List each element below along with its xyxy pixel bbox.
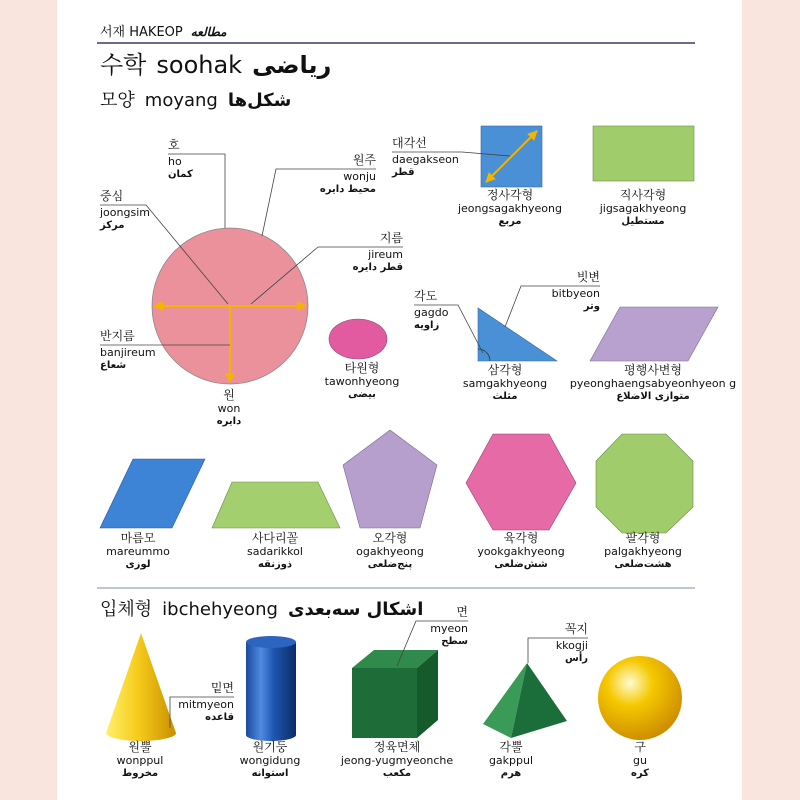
caption-cone-persian: مخروط — [121, 768, 159, 779]
label-hypotenuse-romanization: bitbyeon — [551, 287, 600, 300]
caption-pyramid-persian: هرم — [500, 768, 522, 779]
hexagon-shape — [466, 434, 576, 530]
label-diagonal-romanization: daegakseon — [392, 153, 459, 166]
label-diagonal-persian: قطر — [392, 167, 415, 178]
caption-hexagon-romanization: yookgakhyeong — [477, 545, 565, 558]
cylinder-solid — [246, 642, 296, 741]
rhombus-shape — [100, 459, 205, 528]
label-angle — [414, 289, 448, 332]
section-title-solids — [100, 598, 433, 622]
label-radius — [100, 329, 156, 372]
label-face-romanization: myeon — [430, 622, 468, 635]
caption-pyramid-romanization: gakppul — [488, 754, 534, 767]
caption-pyramid-korean: 각뿔 — [499, 740, 523, 754]
caption-cone-korean: 원뿔 — [128, 740, 152, 754]
caption-square-persian: مربع — [498, 216, 522, 227]
label-arc-romanization: ho — [168, 155, 182, 168]
caption-hexagon-korean: 육각형 — [503, 531, 539, 545]
caption-rhombus-korean: 마름모 — [120, 531, 156, 545]
label-apex-korean: 꼭지 — [564, 622, 588, 636]
caption-triangle-persian: مثلث — [492, 391, 518, 402]
caption-octagon-korean: 팔각형 — [625, 531, 661, 545]
label-apex-persian: رأس — [565, 653, 588, 664]
caption-circle-persian: دایره — [216, 416, 242, 427]
caption-trapezoid-persian: ذوزنقه — [257, 559, 293, 570]
caption-sphere-korean: 구 — [634, 740, 646, 754]
section-solids-korean: 입체형 — [100, 599, 153, 620]
label-center-persian: مرکز — [100, 220, 125, 231]
triangle-shape — [478, 308, 557, 361]
caption-rhombus-persian: لوزی — [125, 559, 151, 570]
label-radius-romanization: banjireum — [100, 346, 156, 359]
caption-ellipse-korean: 타원형 — [344, 361, 380, 375]
caption-pentagon-korean: 오각형 — [372, 531, 408, 545]
label-base-persian: قاعده — [205, 712, 234, 723]
caption-cone-romanization: wonppul — [116, 754, 164, 767]
label-diameter-romanization: jireum — [368, 248, 403, 261]
label-face-korean: 면 — [456, 605, 468, 619]
caption-sphere-persian: کره — [631, 768, 649, 779]
caption-trapezoid-romanization: sadarikkol — [247, 545, 303, 558]
section-shapes-korean: 모양 — [100, 90, 135, 111]
caption-octagon-persian: هشت‌ضلعی — [614, 559, 672, 570]
caption-rectangle — [553, 188, 733, 228]
caption-octagon-romanization: palgakhyeong — [604, 545, 682, 558]
caption-parallelogram-korean: 평행사변형 — [624, 363, 682, 377]
caption-parallelogram — [563, 363, 743, 403]
label-radius-persian: شعاع — [100, 360, 127, 371]
caption-circle-korean: 원 — [223, 388, 235, 402]
running-header — [100, 24, 227, 41]
caption-pentagon-persian: پنج‌ضلعی — [367, 559, 413, 570]
label-base-romanization: mitmyeon — [178, 698, 234, 711]
label-diameter — [343, 231, 403, 274]
caption-circle-romanization: won — [217, 402, 241, 415]
caption-ellipse-romanization: tawonhyeong — [324, 375, 400, 388]
page-title-romanization: soohak — [156, 51, 243, 79]
cone-solid — [106, 633, 176, 741]
label-apex — [528, 622, 588, 665]
section-shapes-persian: شکل‌ها — [227, 90, 292, 111]
caption-cube-persian: مکعب — [382, 768, 412, 779]
caption-parallelogram-romanization: pyeonghaengsabyeonhyeon g — [569, 377, 737, 390]
label-angle-romanization: gagdo — [414, 306, 449, 319]
cube-front-face — [352, 668, 417, 738]
caption-cylinder-romanization: wongidung — [239, 754, 301, 767]
caption-cube-romanization: jeong-yugmyeonche — [340, 754, 454, 767]
label-circumference-korean: 원주 — [352, 153, 376, 167]
caption-square-romanization: jeongsagakhyeong — [457, 202, 562, 215]
section-shapes-romanization: moyang — [144, 90, 218, 111]
caption-triangle-korean: 삼각형 — [487, 363, 523, 377]
label-apex-romanization: kkogji — [555, 639, 588, 652]
label-angle-persian: زاویه — [414, 320, 440, 331]
label-diagonal-korean: 대각선 — [392, 136, 427, 150]
label-base-korean: 밑면 — [210, 681, 234, 695]
caption-sphere-romanization: gu — [633, 754, 647, 767]
parallelogram-shape — [590, 307, 718, 361]
caption-triangle-romanization: samgakhyeong — [462, 377, 548, 390]
trapezoid-shape — [212, 482, 340, 528]
section-solids-romanization: ibchehyeong — [162, 599, 278, 620]
label-circumference-persian: محیط دایره — [319, 184, 376, 195]
caption-cylinder-persian: استوانه — [251, 768, 289, 779]
caption-rhombus-romanization: mareummo — [106, 545, 170, 558]
caption-cube-korean: 정육면체 — [373, 740, 421, 754]
caption-sphere — [550, 740, 730, 780]
label-diameter-korean: 지름 — [379, 231, 403, 245]
page-title-persian: رياضى — [252, 51, 332, 79]
label-face — [408, 605, 468, 648]
label-face-persian: سطح — [441, 636, 468, 647]
section-solids-persian: اشکال سه‌بعدی — [287, 599, 424, 620]
label-arc — [168, 138, 193, 181]
pentagon-shape — [343, 430, 437, 528]
caption-pentagon-romanization: ogakhyeong — [356, 545, 424, 558]
ellipse-shape — [329, 319, 387, 359]
label-diameter-persian: قطر دایره — [352, 262, 403, 273]
label-arc-persian: کمان — [168, 169, 193, 180]
label-arc-korean: 호 — [168, 138, 180, 152]
label-circumference — [316, 153, 376, 196]
caption-rectangle-persian: مستطیل — [621, 216, 665, 227]
octagon-shape — [596, 434, 693, 533]
caption-rectangle-korean: 직사각형 — [619, 188, 667, 202]
label-diagonal — [392, 136, 459, 179]
caption-cylinder-korean: 원기둥 — [252, 740, 288, 754]
label-radius-korean: 반지름 — [100, 329, 135, 343]
section-title-shapes — [100, 89, 301, 113]
label-hypotenuse — [540, 270, 600, 313]
label-center-korean: 중심 — [100, 189, 124, 203]
label-hypotenuse-persian: وتر — [583, 301, 600, 312]
cylinder-top — [246, 636, 296, 648]
caption-trapezoid-korean: 사다리꼴 — [251, 531, 299, 545]
caption-square-korean: 정사각형 — [486, 188, 534, 202]
caption-ellipse-persian: بیضی — [348, 389, 376, 400]
page-title — [100, 50, 341, 80]
caption-hexagon-persian: شش‌ضلعی — [494, 559, 548, 570]
page-title-korean: 수학 — [100, 51, 147, 79]
label-hypotenuse-korean: 빗변 — [576, 270, 600, 284]
label-base — [174, 681, 234, 724]
label-circumference-romanization: wonju — [343, 170, 376, 183]
label-center — [100, 189, 150, 232]
caption-parallelogram-persian: متوازی الاضلاع — [616, 391, 690, 402]
running-header-persian: مطالعه — [190, 25, 227, 39]
label-angle-korean: 각도 — [414, 289, 438, 303]
rectangle-shape — [593, 126, 694, 181]
caption-octagon — [553, 531, 733, 571]
sphere-solid — [598, 656, 682, 740]
label-center-romanization: joongsim — [100, 206, 150, 219]
caption-rectangle-romanization: jigsagakhyeong — [599, 202, 687, 215]
running-header-text: 서재 HAKEOP — [100, 25, 183, 40]
